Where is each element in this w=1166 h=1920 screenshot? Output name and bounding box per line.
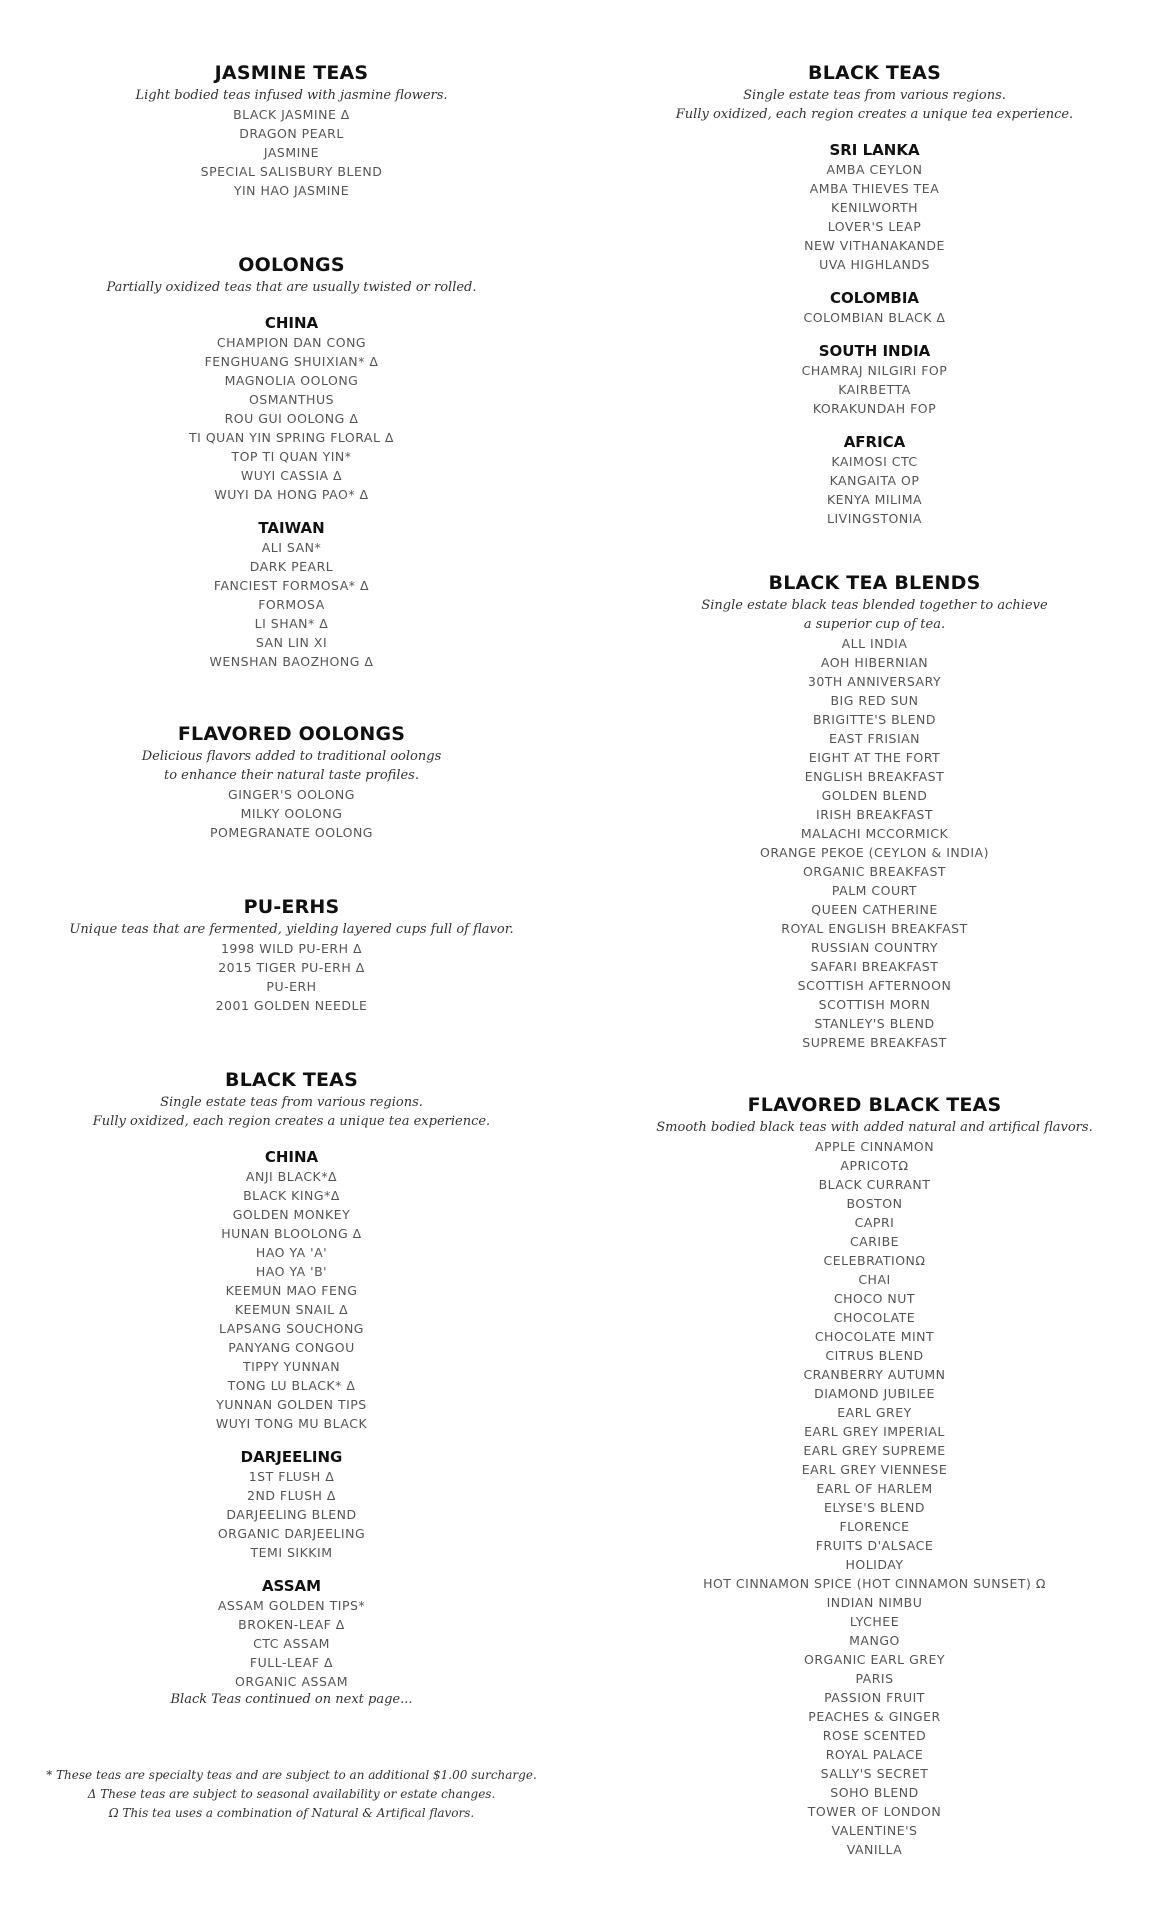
tea-item: ALI SAN* [261, 540, 322, 555]
tea-item: CITRUS BLEND [825, 1348, 924, 1363]
section-title: FLAVORED OOLONGS [177, 723, 406, 745]
tea-item: LOVER'S LEAP [827, 219, 922, 234]
tea-item: AOH HIBERNIAN [820, 655, 929, 670]
tea-list [583, 361, 1166, 418]
section-title: OOLONGS [238, 254, 345, 276]
tea-item: SAN LIN XI [255, 635, 328, 650]
tea-item: TIPPY YUNNAN [242, 1359, 341, 1374]
tea-item: DARJEELING BLEND [226, 1507, 357, 1522]
tea-item: IRISH BREAKFAST [816, 807, 933, 822]
tea-item: LYCHEE [849, 1614, 900, 1629]
tea-item: KANGAITA OP [829, 473, 920, 488]
tea-item: INDIAN NIMBU [826, 1595, 923, 1610]
tea-item: HOT CINNAMON SPICE (HOT CINNAMON SUNSET) Ω [703, 1576, 1046, 1591]
tea-item: AMBA THIEVES TEA [809, 181, 940, 196]
tea-item: 2ND FLUSH Δ [247, 1488, 336, 1503]
tea-item: HAO YA 'B' [255, 1264, 328, 1279]
tea-list [583, 1137, 1166, 1859]
section-description: a superior cup of tea. [803, 617, 946, 632]
tea-list [583, 160, 1166, 274]
tea-item: YIN HAO JASMINE [233, 183, 350, 198]
section-description: Light bodied teas infused with jasmine flowers. [135, 88, 448, 103]
tea-item: GINGER'S OOLONG [228, 787, 355, 802]
tea-list [0, 939, 583, 1015]
tea-item: ORGANIC EARL GREY [804, 1652, 945, 1667]
tea-item: OSMANTHUS [248, 392, 335, 407]
tea-item: PEACHES & GINGER [808, 1709, 941, 1724]
footnote-seasonal: Δ These teas are subject to seasonal availability or estate changes. [87, 1787, 496, 1801]
section-description: Single estate teas from various regions. [160, 1095, 423, 1110]
tea-item: KAIMOSI CTC [831, 454, 918, 469]
tea-item: SCOTTISH MORN [818, 997, 931, 1012]
region-title-africa: AFRICA [843, 433, 906, 451]
tea-item: VALENTINE'S [831, 1823, 918, 1838]
tea-item: CHAI [858, 1272, 891, 1287]
tea-item: BOSTON [846, 1196, 903, 1211]
section-description: Fully oxidized, each region creates a unique tea experience. [92, 1114, 491, 1129]
tea-item: LAPSANG SOUCHONG [219, 1321, 364, 1336]
tea-item: KENYA MILIMA [826, 492, 923, 507]
region-title-sri-lanka: SRI LANKA [829, 141, 920, 159]
tea-list [0, 1167, 583, 1433]
tea-item: EARL OF HARLEM [816, 1481, 933, 1496]
tea-item: BIG RED SUN [830, 693, 919, 708]
tea-item: PARIS [855, 1671, 894, 1686]
region-title-assam: ASSAM [261, 1577, 322, 1595]
tea-item: BLACK KING*Δ [243, 1188, 340, 1203]
tea-list [0, 1596, 583, 1691]
tea-item: HAO YA 'A' [255, 1245, 328, 1260]
tea-item: KAIRBETTA [838, 382, 911, 397]
flavored-black-teas-section [583, 1092, 1166, 1859]
tea-item: POMEGRANATE OOLONG [210, 825, 373, 840]
tea-item: EAST FRISIAN [828, 731, 921, 746]
tea-item: ORGANIC ASSAM [235, 1674, 348, 1689]
tea-item: 2015 TIGER PU-ERH Δ [218, 960, 365, 975]
region-title-colombia: COLOMBIA [829, 289, 920, 307]
tea-item: BLACK JASMINE Δ [233, 107, 350, 122]
tea-item: CHOCO NUT [833, 1291, 916, 1306]
tea-item: NEW VITHANAKANDE [804, 238, 945, 253]
tea-item: ROSE SCENTED [822, 1728, 927, 1743]
region-title-darjeeling: DARJEELING [240, 1448, 343, 1466]
tea-item: CHOCOLATE [833, 1310, 916, 1325]
black-tea-blends-section [583, 570, 1166, 1052]
jasmine-teas-section [0, 60, 583, 200]
tea-item: BLACK CURRANT [818, 1177, 931, 1192]
tea-item: 2001 GOLDEN NEEDLE [215, 998, 368, 1013]
tea-item: ELYSE'S BLEND [824, 1500, 925, 1515]
section-description: to enhance their natural taste profiles. [163, 768, 419, 783]
tea-item: WUYI DA HONG PAO* Δ [214, 487, 369, 502]
tea-item: WENSHAN BAOZHONG Δ [209, 654, 374, 669]
tea-item: CARIBE [849, 1234, 900, 1249]
footnote-surcharge: * These teas are specialty teas and are subject to an additional $1.00 surcharge. [46, 1768, 537, 1782]
region-title-china: CHINA [264, 314, 319, 332]
footnotes [0, 1766, 583, 1823]
tea-item: ORGANIC BREAKFAST [802, 864, 947, 879]
tea-item: SUPREME BREAKFAST [802, 1035, 947, 1050]
tea-list [0, 785, 583, 842]
tea-item: FORMOSA [258, 597, 325, 612]
tea-item: FULL-LEAF Δ [249, 1655, 334, 1670]
tea-item: CHAMPION DAN CONG [216, 335, 367, 350]
tea-item: ROYAL PALACE [825, 1747, 924, 1762]
black-teas-regions-section [583, 60, 1166, 528]
tea-item: FRUITS D'ALSACE [815, 1538, 934, 1553]
tea-item: EIGHT AT THE FORT [808, 750, 941, 765]
tea-list [0, 105, 583, 200]
section-description: Delicious flavors added to traditional oolongs [141, 749, 442, 764]
tea-item: PASSION FRUIT [824, 1690, 925, 1705]
tea-item: BRIGITTE'S BLEND [812, 712, 937, 727]
tea-item: KEEMUN SNAIL Δ [234, 1302, 349, 1317]
tea-list [583, 452, 1166, 528]
tea-item: TI QUAN YIN SPRING FLORAL Δ [189, 430, 394, 445]
tea-item: PANYANG CONGOU [228, 1340, 355, 1355]
tea-item: CRANBERRY AUTUMN [803, 1367, 946, 1382]
continued-note: Black Teas continued on next page... [170, 1692, 413, 1707]
tea-item: WUYI TONG MU BLACK [215, 1416, 368, 1431]
tea-item: ALL INDIA [841, 636, 908, 651]
tea-item: MILKY OOLONG [240, 806, 343, 821]
tea-item: CTC ASSAM [253, 1636, 330, 1651]
tea-item: MALACHI MCCORMICK [800, 826, 949, 841]
tea-item: 30TH ANNIVERSARY [807, 674, 942, 689]
tea-item: VANILLA [846, 1842, 903, 1857]
tea-item: ANJI BLACK*Δ [245, 1169, 338, 1184]
tea-item: KORAKUNDAH FOP [812, 401, 937, 416]
tea-list [0, 538, 583, 671]
tea-list [0, 333, 583, 504]
black-teas-section [0, 1067, 583, 1709]
section-description: Unique teas that are fermented, yielding layered cups full of flavor. [69, 922, 514, 937]
tea-item: ENGLISH BREAKFAST [804, 769, 945, 784]
tea-item: KEEMUN MAO FENG [225, 1283, 358, 1298]
tea-item: QUEEN CATHERINE [811, 902, 938, 917]
tea-item: TOWER OF LONDON [807, 1804, 942, 1819]
tea-item: PALM COURT [831, 883, 918, 898]
section-description: Single estate black teas blended together to achieve [701, 598, 1048, 613]
tea-item: HUNAN BLOOLONG Δ [221, 1226, 362, 1241]
footnote-flavors: Ω This tea uses a combination of Natural & Artifical flavors. [108, 1806, 475, 1820]
tea-item: SALLY'S SECRET [820, 1766, 929, 1781]
tea-item: JASMINE [263, 145, 320, 160]
tea-item: SAFARI BREAKFAST [810, 959, 939, 974]
section-title: BLACK TEA BLENDS [768, 572, 981, 594]
oolongs-section [0, 252, 583, 671]
tea-item: YUNNAN GOLDEN TIPS [216, 1397, 367, 1412]
tea-item: MANGO [849, 1633, 900, 1648]
flavored-oolongs-section [0, 721, 583, 842]
tea-item: DARK PEARL [249, 559, 334, 574]
tea-item: PU-ERH [266, 979, 317, 994]
tea-item: AMBA CEYLON [826, 162, 923, 177]
section-description: Partially oxidized teas that are usually twisted or rolled. [106, 280, 477, 295]
tea-item: MAGNOLIA OOLONG [224, 373, 359, 388]
tea-item: FANCIEST FORMOSA* Δ [213, 578, 370, 593]
section-title: PU-ERHS [243, 896, 340, 918]
tea-item: ROU GUI OOLONG Δ [224, 411, 359, 426]
tea-item: APRICOTΩ [840, 1158, 909, 1173]
tea-item: ORGANIC DARJEELING [217, 1526, 366, 1541]
tea-item: RUSSIAN COUNTRY [811, 940, 938, 955]
tea-item: SCOTTISH AFTERNOON [797, 978, 952, 993]
tea-list [583, 308, 1166, 327]
left-column [0, 60, 583, 1709]
tea-item: DIAMOND JUBILEE [814, 1386, 935, 1401]
tea-item: EARL GREY IMPERIAL [804, 1424, 945, 1439]
section-title: BLACK TEAS [225, 1069, 358, 1091]
section-description: Fully oxidized, each region creates a unique tea experience. [675, 107, 1074, 122]
section-title: FLAVORED BLACK TEAS [747, 1094, 1002, 1116]
tea-item: ASSAM GOLDEN TIPS* [217, 1598, 366, 1613]
tea-item: 1ST FLUSH Δ [248, 1469, 335, 1484]
tea-item: STANLEY'S BLEND [814, 1016, 935, 1031]
tea-item: CELEBRATIONΩ [823, 1253, 926, 1268]
section-description: Single estate teas from various regions. [743, 88, 1006, 103]
right-column [583, 60, 1166, 1859]
tea-item: COLOMBIAN BLACK Δ [803, 310, 946, 325]
tea-item: WUYI CASSIA Δ [240, 468, 343, 483]
tea-item: BROKEN-LEAF Δ [238, 1617, 345, 1632]
tea-item: ROYAL ENGLISH BREAKFAST [781, 921, 968, 936]
tea-item: GOLDEN BLEND [821, 788, 928, 803]
tea-item: EARL GREY SUPREME [803, 1443, 946, 1458]
tea-item: DRAGON PEARL [239, 126, 344, 141]
tea-item: LIVINGSTONIA [827, 511, 922, 526]
region-title-china: CHINA [264, 1148, 319, 1166]
tea-item: CHOCOLATE MINT [814, 1329, 935, 1344]
pu-erhs-section [0, 894, 583, 1015]
tea-item: CHAMRAJ NILGIRI FOP [801, 363, 948, 378]
tea-item: TONG LU BLACK* Δ [227, 1378, 356, 1393]
tea-item: EARL GREY VIENNESE [801, 1462, 948, 1477]
tea-list [0, 1467, 583, 1562]
tea-item: SPECIAL SALISBURY BLEND [200, 164, 383, 179]
section-title: BLACK TEAS [808, 62, 941, 84]
tea-item: 1998 WILD PU-ERH Δ [220, 941, 363, 956]
section-description: Smooth bodied black teas with added natural and artifical flavors. [656, 1120, 1093, 1135]
tea-item: GOLDEN MONKEY [232, 1207, 351, 1222]
tea-item: LI SHAN* Δ [254, 616, 329, 631]
tea-item: EARL GREY [837, 1405, 912, 1420]
tea-item: SOHO BLEND [830, 1785, 919, 1800]
tea-item: TEMI SIKKIM [250, 1545, 333, 1560]
region-title-south-india: SOUTH INDIA [818, 342, 931, 360]
tea-item: KENILWORTH [831, 200, 918, 215]
tea-item: CAPRI [854, 1215, 895, 1230]
tea-item: FENGHUANG SHUIXIAN* Δ [204, 354, 379, 369]
tea-item: UVA HIGHLANDS [819, 257, 930, 272]
tea-item: FLORENCE [839, 1519, 910, 1534]
tea-item: HOLIDAY [845, 1557, 904, 1572]
tea-list [583, 634, 1166, 1052]
tea-item: ORANGE PEKOE (CEYLON & INDIA) [760, 845, 989, 860]
region-title-taiwan: TAIWAN [258, 519, 325, 537]
tea-item: TOP TI QUAN YIN* [231, 449, 352, 464]
tea-item: APPLE CINNAMON [814, 1139, 935, 1154]
section-title: JASMINE TEAS [214, 62, 369, 84]
